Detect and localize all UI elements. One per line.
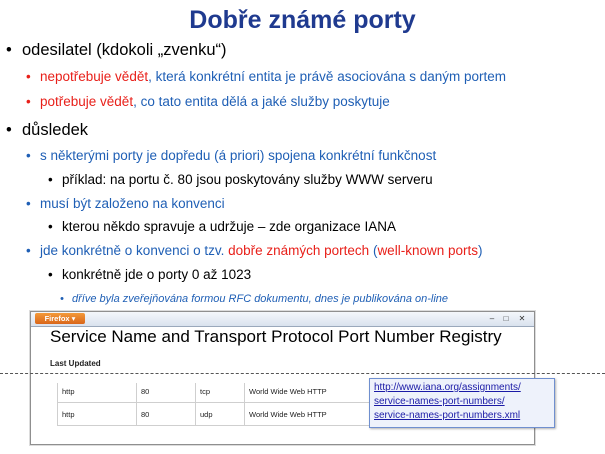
text-well-known-pre: jde konkrétně o konvenci o tzv. [40, 243, 229, 258]
browser-titlebar [31, 312, 534, 327]
bullet-convention-text: musí být založeno na konvenci [40, 196, 225, 211]
iana-url-callout[interactable] [369, 378, 555, 428]
bullet-convention [26, 196, 225, 211]
bullet-dot-icon: • [26, 69, 31, 84]
text-paren-open: ( [369, 243, 378, 258]
highlight-need-know: potřebuje vědět [40, 94, 134, 109]
cell-port: 80 [137, 380, 196, 403]
bullet-well-known [26, 243, 483, 258]
registry-title: Service Name and Transport Protocol Port Number Registry [50, 327, 502, 346]
bullet-port-range-text: konkrétně jde o porty 0 až 1023 [62, 267, 252, 282]
cell-service: http [58, 380, 137, 403]
bullet-sender-need-not [26, 69, 507, 84]
slide-title: Dobře známé porty [189, 6, 416, 34]
bullet-dot-icon: • [48, 172, 53, 187]
minimize-icon[interactable]: – [489, 314, 495, 323]
bullet-functionality-text: s některými porty je dopředu (á priori) spojena konkrétní funkčnost [40, 148, 437, 163]
bullet-dot-icon: • [26, 196, 31, 211]
cell-protocol: udp [196, 403, 245, 426]
bullet-port-range [48, 267, 252, 282]
bullet-sender-need [26, 94, 390, 109]
bullet-example-port80 [48, 172, 433, 187]
bullet-example-text: příklad: na portu č. 80 jsou poskytovány služby WWW serveru [62, 172, 433, 187]
url-line[interactable]: service-names-port-numbers/ [374, 396, 505, 407]
bullet-functionality [26, 148, 437, 163]
url-line[interactable]: http://www.iana.org/assignments/ [374, 382, 521, 393]
bullet-sender-text: odesilatel (kdokoli „zvenku“) [22, 41, 227, 59]
bullet-dot-icon: • [60, 293, 64, 305]
bullet-rfc-online [60, 293, 449, 305]
text-paren-close: ) [477, 243, 483, 258]
highlight-well-known-ports-cz: dobře známých portech [228, 243, 370, 258]
bullet-dot-icon: • [48, 219, 53, 234]
highlight-need-not-know: nepotřebuje vědět [40, 69, 149, 84]
highlight-well-known-ports-en: well-known ports [377, 243, 478, 258]
text-need-not-rest: , která konkrétní entita je právě asociována s daným portem [148, 69, 507, 84]
bullet-dot-icon: • [6, 121, 12, 139]
cell-service: http [58, 403, 137, 426]
bullet-dot-icon: • [26, 94, 31, 109]
text-need-rest: , co tato entita dělá a jaké služby poskytuje [133, 94, 390, 109]
cell-description: World Wide Web HTTP [245, 403, 374, 426]
maximize-icon[interactable]: □ [503, 314, 509, 323]
cell-description: World Wide Web HTTP [245, 380, 374, 403]
cell-protocol: tcp [196, 380, 245, 403]
cut-line [0, 373, 605, 374]
bullet-iana-text: kterou někdo spravuje a udržuje – zde organizace IANA [62, 219, 396, 234]
firefox-menu-button[interactable]: Firefox ▾ [35, 313, 85, 324]
bullet-consequence [6, 121, 89, 140]
close-icon[interactable]: ✕ [518, 314, 526, 323]
bullet-consequence-text: důsledek [22, 121, 89, 139]
bullet-dot-icon: • [48, 267, 53, 282]
bullet-dot-icon: • [6, 41, 12, 59]
bullet-dot-icon: • [26, 148, 31, 163]
bullet-rfc-text: dříve byla zveřejňována formou RFC dokumentu, dnes je publikována on-line [72, 293, 449, 305]
bullet-iana [48, 219, 396, 234]
bullet-sender [6, 41, 227, 60]
bullet-dot-icon: • [26, 243, 31, 258]
url-line[interactable]: service-names-port-numbers.xml [374, 410, 521, 421]
last-updated-label: Last Updated [50, 359, 101, 368]
firefox-label: Firefox [44, 314, 70, 323]
cell-port: 80 [137, 403, 196, 426]
